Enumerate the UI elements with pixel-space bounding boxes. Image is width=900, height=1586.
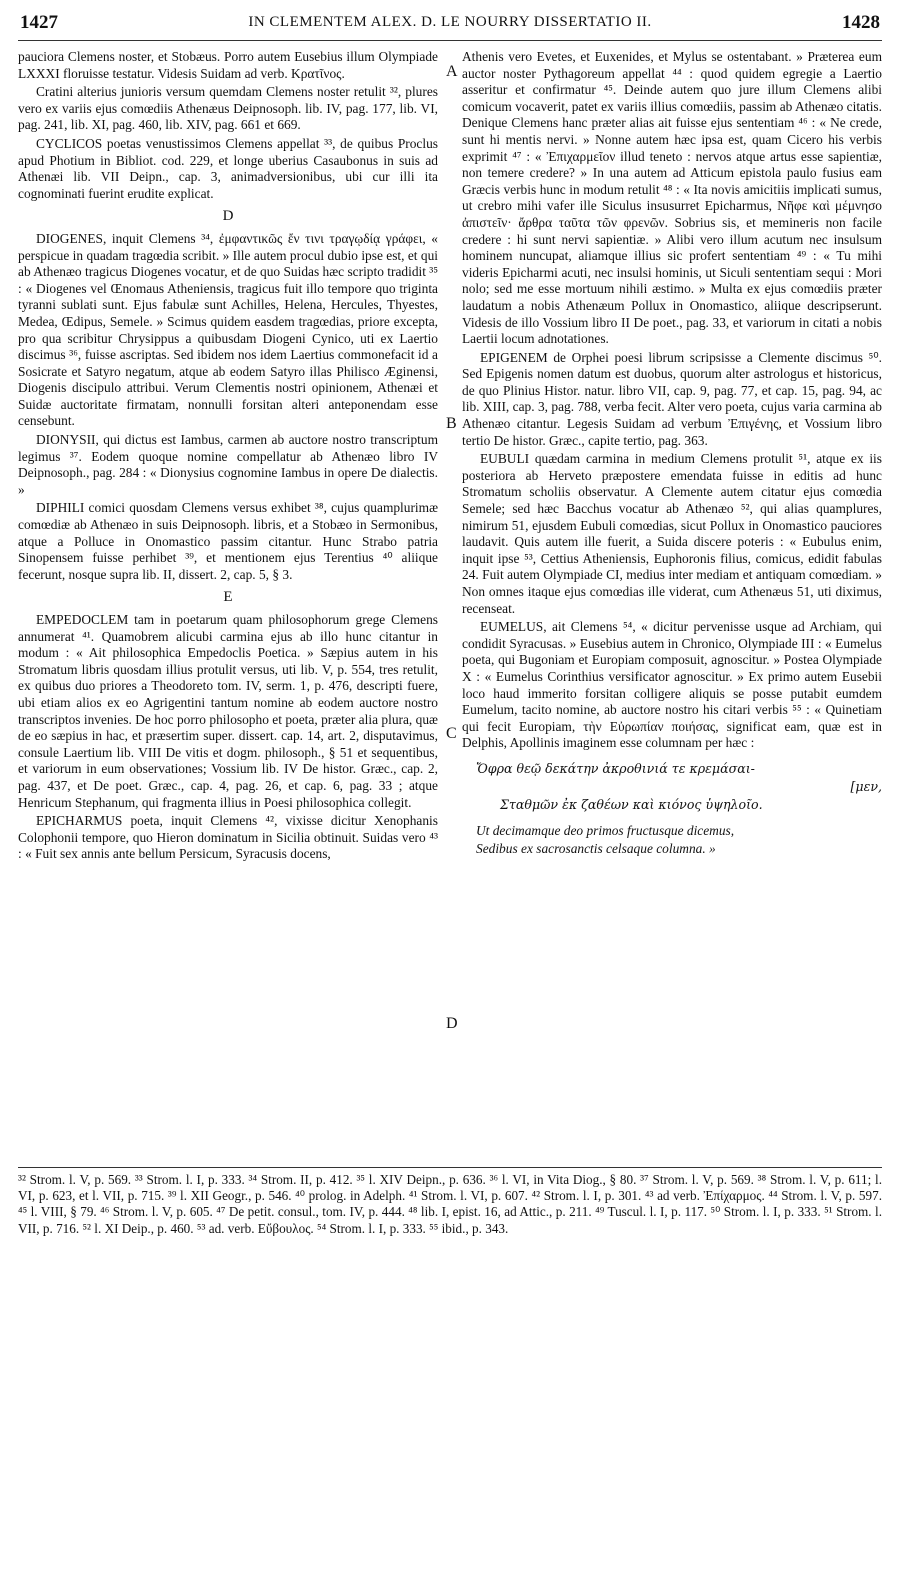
greek-verse-line-1-end: [μεν, [850, 778, 882, 794]
paragraph: CYCLICOS poetas venustissimos Clemens appellat ³³, de quibus Proclus apud Photium in Bibliot. cod. 229, et longe uberius Casaubonus in suis ad Athenæi lib. VII Deipn., cap. 3, animadversionibus, ubi cur illi ita cognominati fuerint erudite explicat. [18, 135, 438, 201]
paragraph: DIOGENES, inquit Clemens ³⁴, ἐμφαντικῶς ἔν τινι τραγῳδίᾳ γράφει, « perspicue in quadam tragœdia scribit. » Ille autem procul dubio ipse est, et qui ab Athenæo tragicus Diogenes vocatur, et de quo Suidas hæc scripto tradidit ³⁵ : « Diogenes vel Œnomaus Atheniensis, tragicus fuit illo tempore quo triginta tyranni sublati sunt. Ejus fabulæ sunt Achilles, Helena, Hercules, Thyestes, Medea, Œdipus, Semele. » Scimus quidem easdem tragœdias, priore excepta, pro qua scribitur Chrysippus a quibusdam Diogeni Cynico, uti ex Laertio discimus ³⁶, fuisse ascriptas. Sed ibidem nos idem Laertius commonefacit id a Sosicrate et Satyro negatum, atque ab eodem Satyro illas Philisco Æginensi, Diogenis discipulo attribui. Verum Clementis nostri opinionem, Athenæi et Suidæ auctoritate firmatam, nonnulli forsitan alteri anteponendam esse censebunt. [18, 230, 438, 429]
two-column-body [18, 49, 882, 1159]
paragraph: Cratini alterius junioris versum quemdam Clemens noster retulit ³², plures vero ex variis ejus comœdiis Athenæus Deipnosoph. lib. IV, pag. 177, lib. VI, pag. 241, lib. XI, pag. 460, lib. XIV, pag. 661 et 669. [18, 84, 438, 133]
paragraph: EPIGENEM de Orphei poesi librum scripsisse a Clemente discimus ⁵⁰. Sed Epigenis nomen datum est duobus, quorum alter astrologus et historicus, de quo Plinius Histor. natur. libro VII, cap. 9, pag. 77, et cap. 15, pag. 94, ac lib. XIII, cap. 3, pag. 788, verba fecit. Alter vero poeta, cujus varia carmina ab Athenæo citantur. Legesis Suidam ad verbum Ἐπιγένης, et Vossium libro tertio De histor. Græc., capite tertio, pag. 363. [462, 349, 882, 448]
latin-verse-line-2: Sedibus ex sacrosanctis celsaque columna. » [476, 840, 716, 856]
footnotes: ³² Strom. l. V, p. 569. ³³ Strom. l. I, p. 333. ³⁴ Strom. II, p. 412. ³⁵ l. XIV Deipn., p. 636. ³⁶ l. VI, in Vita Diog., § 80. ³⁷ Strom. l. V, p. 569. ³⁸ Strom. l. V, p. 611; l. VI, p. 623, et l. VII, p. 715. ³⁹ l. XII Geogr., p. 546. ⁴⁰ prolog. in Adelph. ⁴¹ Strom. l. VI, p. 607. ⁴² Strom. l. I, p. 301. ⁴³ ad verb. Ἐπίχαρμος. ⁴⁴ Strom. l. V, p. 597. ⁴⁵ l. VIII, § 79. ⁴⁶ Strom. l. V, p. 605. ⁴⁷ De petit. consul., tom. IV, p. 444. ⁴⁸ lib. I, epist. 16, ad Attic., p. 211. ⁴⁹ Tuscul. l. I, p. 117. ⁵⁰ Strom. l. I, p. 333. ⁵¹ Strom. l. VII, p. 716. ⁵² l. XI Deip., p. 460. ⁵³ ad. verb. Εὔβουλος. ⁵⁴ Strom. l. I, p. 333. ⁵⁵ ibid., p. 343. [18, 1172, 882, 1236]
latin-verse-line-1: Ut decimamque deo primos fructusque dicemus, [476, 822, 735, 838]
section-heading-e: E [223, 589, 233, 606]
left-column [18, 49, 438, 1159]
paragraph: DIPHILI comici quosdam Clemens versus exhibet ³⁸, cujus quamplurimæ comœdiæ ab Athenæo in suis Deipnosoph. libris, et a Stobæo in Sermonibus, atque a Polluce in Onomastico passim citantur. Hunc Strabo patria Sinopensem fuisse perhibet ³⁹, et mentionem ejus Terentius ⁴⁰ aliique fecerunt, nosque supra lib. II, dissert. 2, cap. 5, § 3. [18, 500, 438, 582]
right-page-number: 1428 [842, 12, 880, 33]
margin-marker-d: D [446, 1015, 458, 1032]
paragraph: Athenis vero Evetes, et Euxenides, et Mylus se ostentabant. » Præterea eum auctor noster Pythagoreum appellat ⁴⁴ : quod quidem egregie a Laertio asseritur et confirmatur ⁴⁵. Deinde autem quo jure illum Clemens alibi comicum vocaverit, patet ex variis illius comœdiis, passim ab Athenæo citatis. Denique Clemens hanc præter alias ait fuisse ejus sententiam ⁴⁶ : « Ne crede, sunt hi mentis nervi. » Nonne autem hæc ipsa est, quam Cicero his verbis exprimit ⁴⁷ : « Ἐπιχαρμεῖον illud teneto : nervos atque artus esse sapientiæ, non temere credere? » In una autem ad Atticum epistola paulo fusius eam Græcis verbis hunc in modum retulit ⁴⁸ : « Ita novis amicitiis implicati sumus, ut crebro mihi vafer ille Siculus insusurret Epicharmus, Νῆφε καὶ μέμνησο ἀπιστεῖν· ἄρθρα ταῦτα τῶν φρενῶν. Sobrius sis, et memineris non facile credere : hi sunt nervi sapientiæ. » Alibi vero illum acutum nec insulsum hominem nuncupat, aliamque illius sic profert sententiam ⁴⁹ : « Tu mihi videris Epicharmi acuti, nec insulsi hominis, ut Siculi sententiam sequi : Mori nolo; sed me esse mortuum nihili æstimo. » Multa ex ejus comœdiis præter laudatum a nobis Athenæum Pollux in Onomastico, aliique descripserunt. Videsis de illo Vossium libro II De poet., pag. 33, et variorum in citati a nobis Laertii locum adnotationes. [462, 49, 882, 347]
paragraph: EUBULI quædam carmina in medium Clemens protulit ⁵¹, atque ex iis posteriora ab Herveto præpostere emendata fuisse in editis ad hunc Stromatum scholiis observatur. A Clemente autem citatur ejus comœdia Semele; sed hæc Bacchus vocatur ab Athenæo ⁵², qui alias quamplures, nimirum 51, ejusdem Eubuli comœdias, sicut Pollux in Onomastico pauciores laudavit. Quis autem ille fuerit, a Suida discere poteris : « Eubulus enim, inquit ipse ⁵³, Cettius Atheniensis, Euphoronis filius, comicus, edidit fabulas 24. Fuit autem Olympiade CI, medius inter mediam et antiquam comœdiam. » Non omnes itaque ejus comœdias ille viderat, cum Athenæus 51, uti diximus, recenseat. [462, 451, 882, 616]
greek-verse-line-1-text: Ὄφρα θεῷ δεκάτην ἀκροθινιά τε κρεμάσαι- [476, 760, 755, 776]
right-column [462, 49, 882, 1159]
verse-quotation [476, 760, 882, 858]
left-page-number: 1427 [20, 12, 58, 33]
paragraph: DIONYSII, qui dictus est Iambus, carmen ab auctore nostro transcriptum legimus ³⁷. Eodem quoque nomine compellatur ab Athenæo libro IV Deipnosoph., pag. 284 : « Dionysius cognomine Iambus in opere De dialectis. » [18, 432, 438, 497]
paragraph: pauciora Clemens noster, et Stobæus. Porro autem Eusebius illum Olympiade LXXXI floruisse testatur. Videsis Suidam ad verb. Κρατῖνος. [18, 49, 438, 81]
margin-marker-a: A [446, 63, 458, 80]
margin-marker-b: B [446, 415, 457, 432]
paragraph: EPICHARMUS poeta, inquit Clemens ⁴², vixisse dicitur Xenophanis Colophonii tempore, quo Hieron dominatum in Sicilia obtinuit. Suidas vero ⁴³ : « Fuit sex annis ante bellum Persicum, Syracusis docens, [18, 813, 438, 862]
greek-verse-line-2: Σταθμῶν ἐκ ζαθέων καὶ κιόνος ὑψηλοῖο. [500, 796, 763, 812]
paragraph: EUMELUS, ait Clemens ⁵⁴, « dicitur pervenisse usque ad Archiam, qui condidit Syracusas. » Eusebius autem in Chronico, Olympiade III : « Eumelus poeta, qui Bugoniam et Europiam composuit, agnoscitur. » Postea Olympiade X : « Eumelus Corinthius versificator agnoscitur. » Ex primo autem Eusebii loco haud immerito forsitan colligere aliquis se posse putabit eumdem Eumelum, tacito nomine, ab auctore nostro his citari verbis ⁵⁵ : « Quinetiam qui fecit Europiam, τὴν Εὐρωπίαν ποιήσας, significat eam, quæ est in Delphis, Apollinis imaginem esse columnam per hæc : [462, 619, 882, 751]
section-heading-d: D [222, 208, 234, 225]
paragraph: EMPEDOCLEM tam in poetarum quam philosophorum grege Clemens annumerat ⁴¹. Quamobrem alicubi carmina ejus ab illo hunc citantur in modum : « Ait philosophica Empedoclis Poetica. » Sæpius autem in his Stromatum libris quosdam illius protulit versus, uti lib. V, p. 554, tres retulit, ex quibus duo priores a Theodoreto tom. IV, serm. 1, p. 476, descripti fuere, ubi etiam alios ex eo Agrigentini tantum nomine ab eodem auctore nostro transcriptos invenies. De hoc porro philosopho et poeta, præter alia plura, quæ de eo sæpius in hac, et præsertim super. dissert. cap. 14, art. 2, disputavimus, consule Laertium lib. VIII De vitis et dogm. philosoph., § 51 et sequentibus, et variorum in eum observationes; Vossium lib. IV De histor. Græc., cap. 2, pag. 437, et De poet. Græc., cap. 4, pag. 26, et cap. 6, pag. 33 ; atque Henricum Stephanum, qui fragmenta illius in Poesi philosophica collegit. [18, 612, 438, 810]
running-header [18, 10, 882, 41]
greek-verse-line-1 [476, 760, 882, 778]
running-title: IN CLEMENTEM ALEX. D. LE NOURRY DISSERTATIO II. [248, 14, 652, 30]
margin-marker-c: C [446, 725, 457, 742]
